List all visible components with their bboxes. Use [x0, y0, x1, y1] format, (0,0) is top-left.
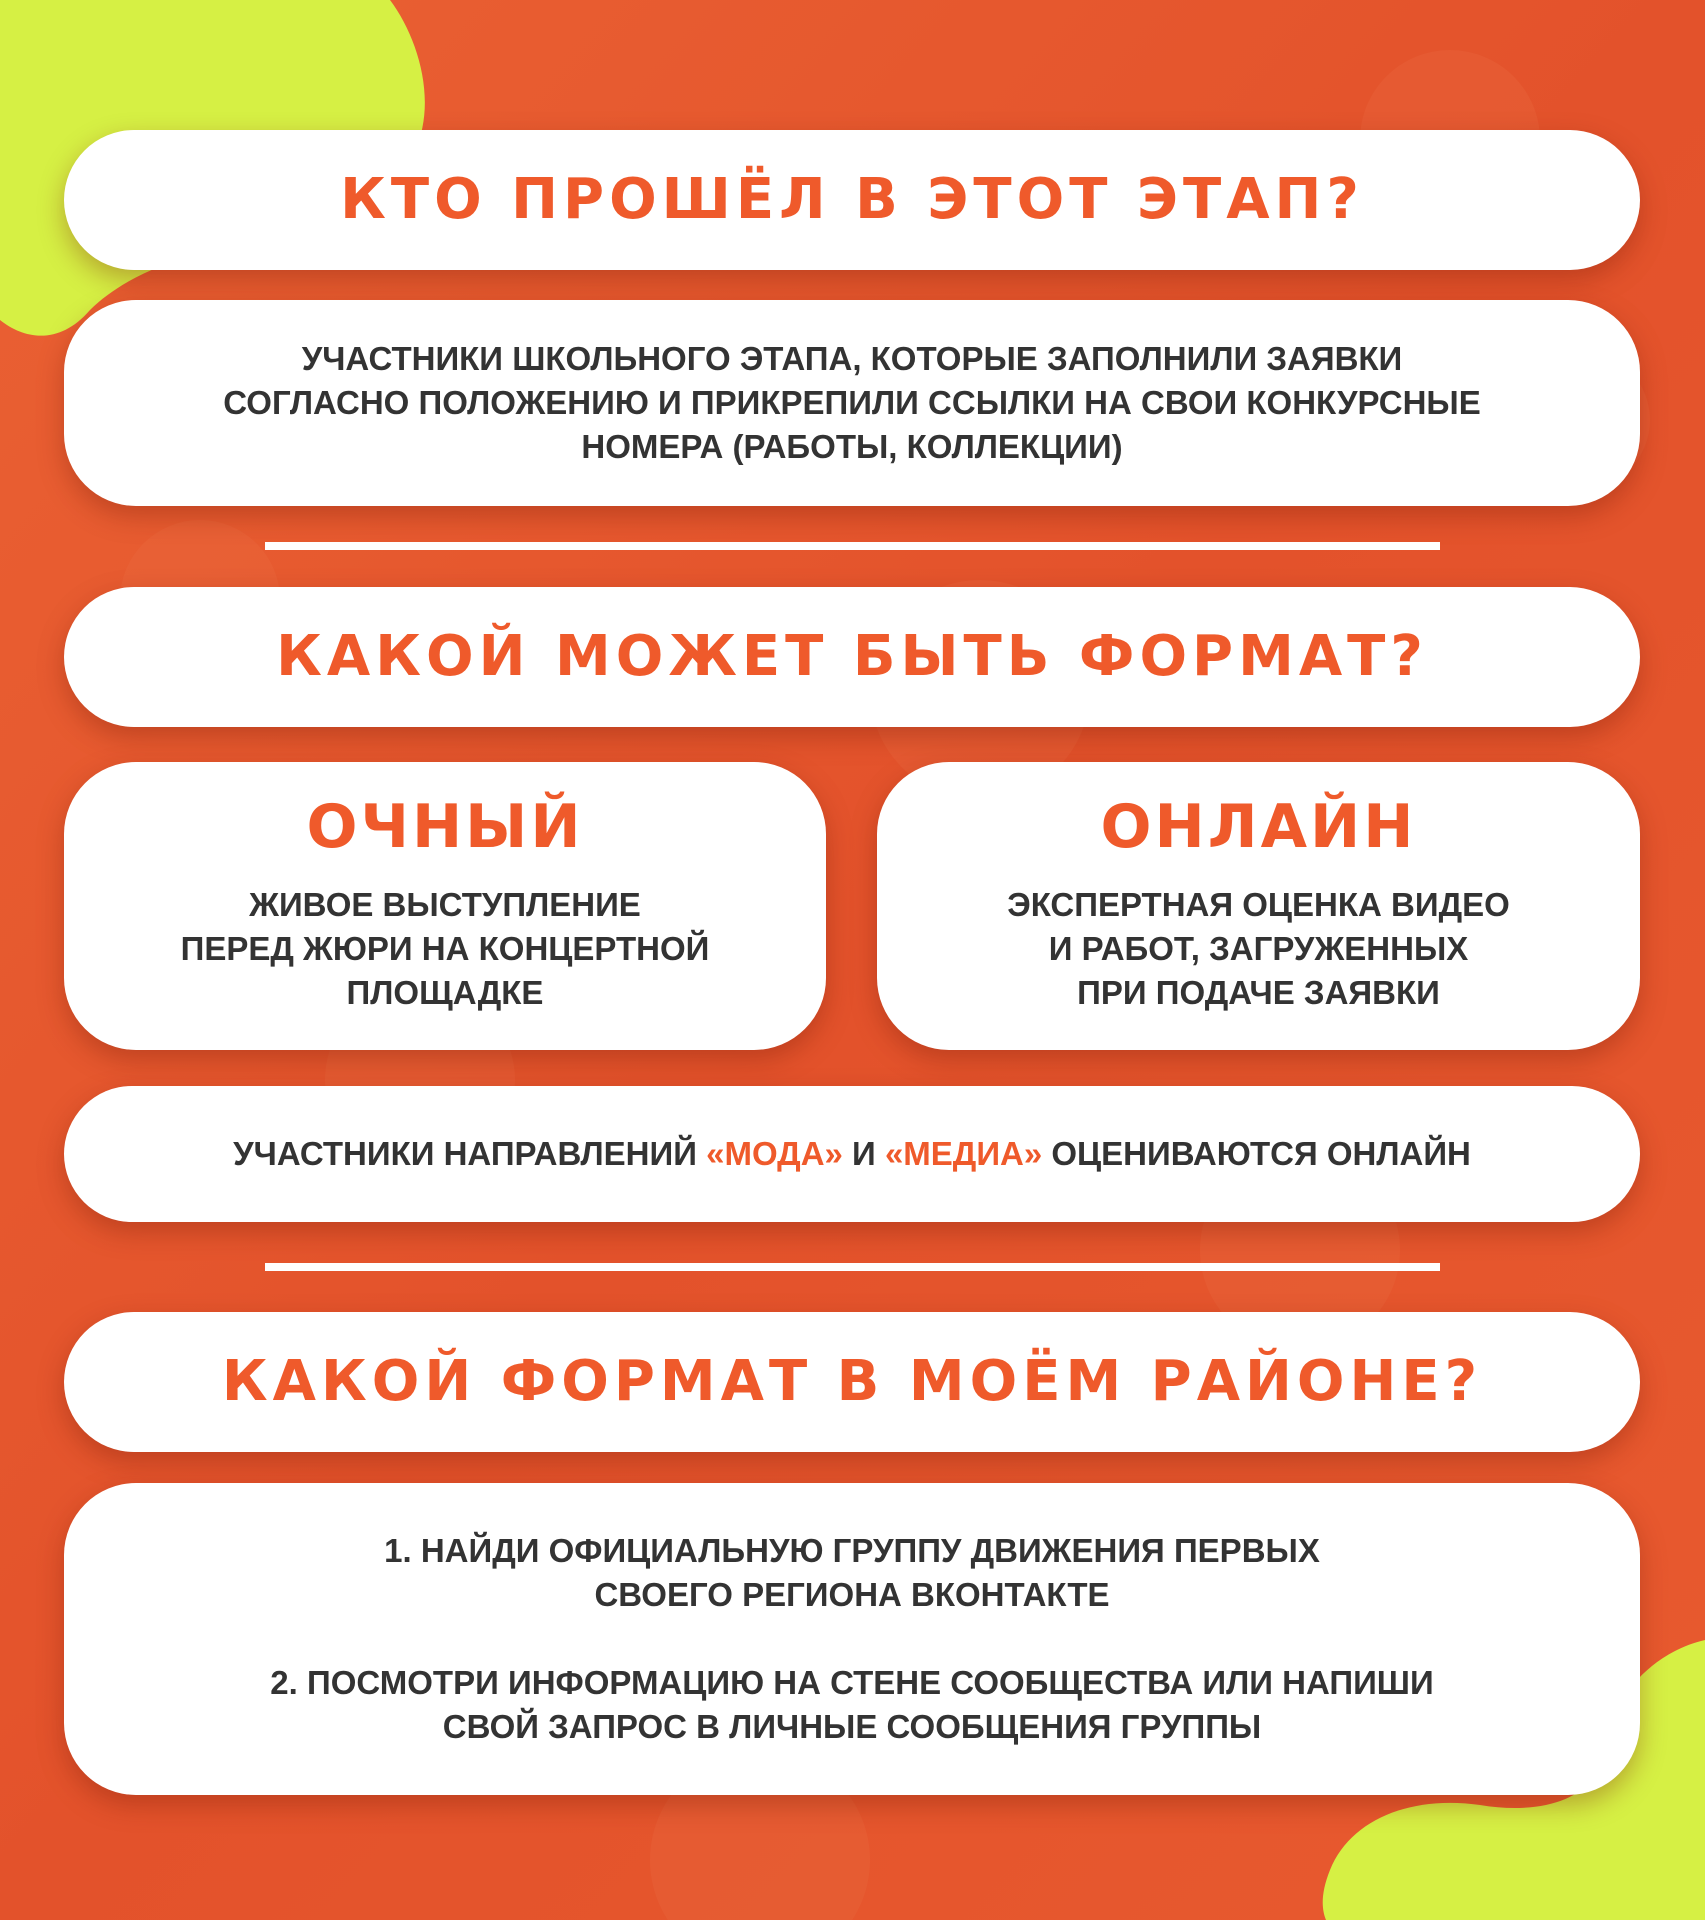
- heading-format-card: [64, 587, 1640, 727]
- heading-region-format: КАКОЙ ФОРМАТ В МОЁМ РАЙОНЕ?: [221, 1349, 1483, 1414]
- heading-region-format-card: [64, 1312, 1640, 1452]
- participants-info-line: СОГЛАСНО ПОЛОЖЕНИЮ И ПРИКРЕПИЛИ ССЫЛКИ НА СВОИ КОНКУРСНЫЕ: [223, 384, 1481, 421]
- note-suffix: ОЦЕНИВАЮТСЯ ОНЛАЙН: [1042, 1135, 1471, 1172]
- format-desc-line: ПЛОЩАДКЕ: [346, 974, 544, 1011]
- online-directions-text: [233, 1132, 1471, 1176]
- format-card-online: [877, 762, 1640, 1050]
- step-line: 2. ПОСМОТРИ ИНФОРМАЦИЮ НА СТЕНЕ СООБЩЕСТВА ИЛИ НАПИШИ: [270, 1664, 1434, 1701]
- steps-card: [64, 1483, 1640, 1795]
- format-desc-line: ЖИВОЕ ВЫСТУПЛЕНИЕ: [249, 886, 641, 923]
- divider: [265, 542, 1440, 550]
- participants-info-line: УЧАСТНИКИ ШКОЛЬНОГО ЭТАПА, КОТОРЫЕ ЗАПОЛНИЛИ ЗАЯВКИ: [301, 340, 1403, 377]
- format-desc-line: И РАБОТ, ЗАГРУЖЕННЫХ: [1048, 930, 1469, 967]
- format-desc-line: ЭКСПЕРТНАЯ ОЦЕНКА ВИДЕО: [1007, 886, 1510, 923]
- heading-who-passed-card: [64, 130, 1640, 270]
- heading-who-passed: КТО ПРОШЁЛ В ЭТОТ ЭТАП?: [340, 167, 1364, 232]
- format-title-online: ОНЛАЙН: [1100, 792, 1417, 862]
- format-card-offline: [64, 762, 826, 1050]
- format-desc-line: ПРИ ПОДАЧЕ ЗАЯВКИ: [1077, 974, 1440, 1011]
- step-line: 1. НАЙДИ ОФИЦИАЛЬНУЮ ГРУППУ ДВИЖЕНИЯ ПЕРВЫХ: [384, 1532, 1320, 1569]
- heading-format: КАКОЙ МОЖЕТ БЫТЬ ФОРМАТ?: [276, 624, 1428, 689]
- step-line: СВОЙ ЗАПРОС В ЛИЧНЫЕ СООБЩЕНИЯ ГРУППЫ: [442, 1708, 1262, 1745]
- format-desc-line: ПЕРЕД ЖЮРИ НА КОНЦЕРТНОЙ: [180, 930, 710, 967]
- online-directions-note: [64, 1086, 1640, 1222]
- step-line: СВОЕГО РЕГИОНА ВКОНТАКТЕ: [594, 1576, 1110, 1613]
- direction-fashion: «МОДА»: [706, 1135, 843, 1172]
- participants-info-line: НОМЕРА (РАБОТЫ, КОЛЛЕКЦИИ): [581, 428, 1123, 465]
- participants-info-card: [64, 300, 1640, 506]
- note-conjunction: И: [842, 1135, 885, 1172]
- format-title-offline: ОЧНЫЙ: [306, 792, 584, 862]
- direction-media: «МЕДИА»: [884, 1135, 1043, 1172]
- note-prefix: УЧАСТНИКИ НАПРАВЛЕНИЙ: [233, 1135, 707, 1172]
- divider: [265, 1263, 1440, 1271]
